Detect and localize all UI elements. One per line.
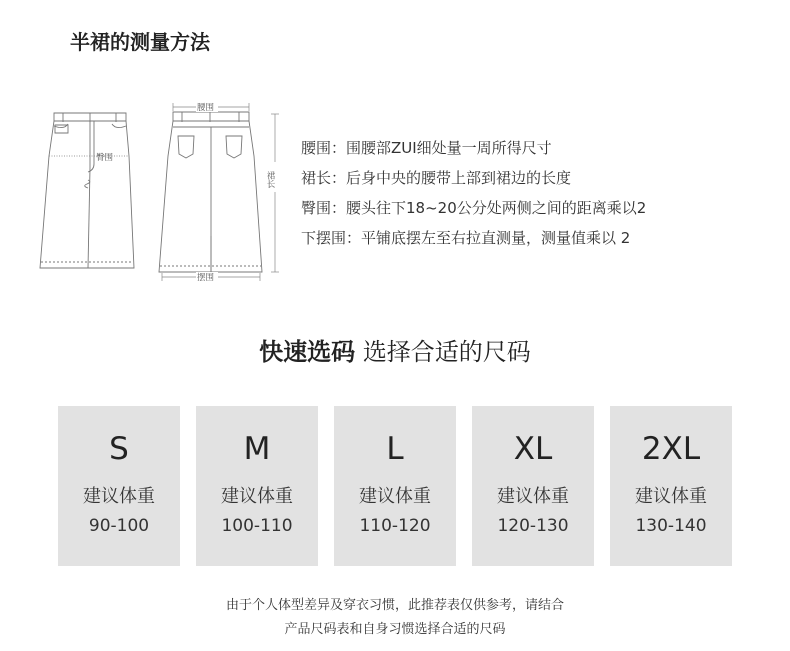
size-card-m[interactable]	[196, 406, 318, 566]
desc-hip: 臀围：腰头往下18~20公分处两侧之间的距离乘以2	[301, 199, 647, 217]
footnote-line-1: 由于个人体型差异及穿衣习惯，此推荐表仅供参考，请结合	[225, 598, 564, 613]
size-range: 130-140	[635, 516, 707, 536]
skirt-measurement-diagram	[30, 96, 292, 292]
desc-length: 裙长：后身中央的腰带上部到裙边的长度	[301, 169, 572, 187]
quick-select-heading	[0, 332, 790, 367]
size-range: 100-110	[221, 516, 293, 536]
skirt-front-view	[40, 113, 134, 268]
skirt-back-view	[159, 112, 262, 272]
quick-select-rest: 选择合适的尺码	[362, 338, 531, 366]
size-range: 110-120	[359, 516, 431, 536]
size-name: M	[243, 431, 271, 467]
size-label: 建议体重	[359, 486, 431, 507]
quick-select-bold: 快速选码	[259, 338, 356, 366]
footnote-line-2: 产品尺码表和自身习惯选择合适的尺码	[284, 622, 506, 637]
size-card-2xl[interactable]	[610, 406, 732, 566]
size-label: 建议体重	[635, 486, 707, 507]
desc-hem: 下摆围：平铺底摆左至右拉直测量，测量值乘以 2	[301, 229, 631, 247]
size-card-l[interactable]	[334, 406, 456, 566]
size-range: 120-130	[497, 516, 569, 536]
front-hip-label: 臀围	[96, 153, 114, 163]
size-name: L	[386, 431, 404, 467]
back-length-label: 裙长	[265, 171, 275, 188]
size-name: XL	[513, 431, 553, 467]
back-waist-label: 腰围	[197, 103, 215, 113]
size-card-xl[interactable]	[472, 406, 594, 566]
size-name: S	[109, 431, 129, 467]
footnote	[0, 594, 790, 642]
page-title: 半裙的测量方法	[70, 30, 210, 54]
size-name: 2XL	[641, 431, 701, 467]
size-card-s[interactable]	[58, 406, 180, 566]
size-label: 建议体重	[83, 486, 155, 507]
length-measure-line	[271, 114, 279, 272]
back-hem-label: 摆围	[197, 273, 215, 283]
size-label: 建议体重	[497, 486, 569, 507]
size-cards	[58, 406, 748, 566]
measurement-descriptions	[301, 133, 646, 253]
size-range: 90-100	[88, 516, 150, 536]
desc-waist: 腰围：围腰部ZUI细处量一周所得尺寸	[301, 139, 552, 157]
size-label: 建议体重	[221, 486, 293, 507]
